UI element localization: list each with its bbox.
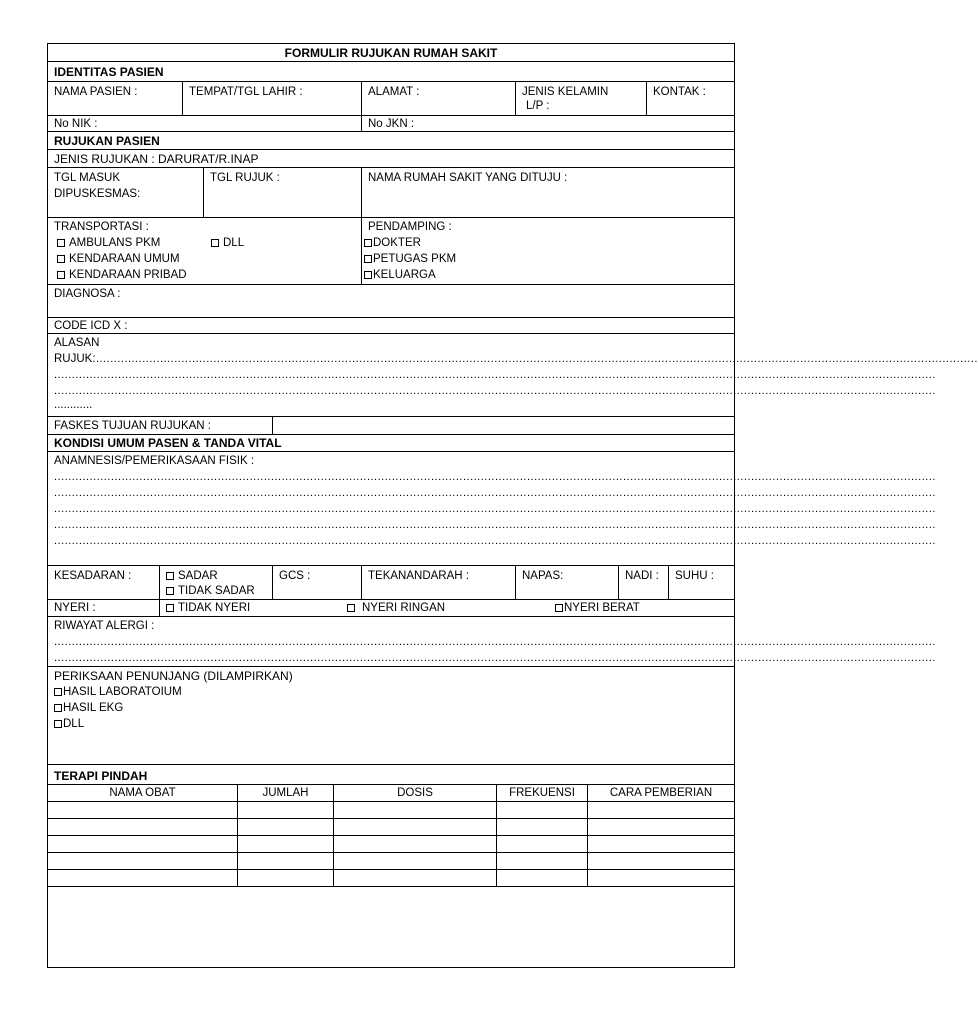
checkbox-icon[interactable] <box>364 255 372 263</box>
referral-form <box>47 43 978 968</box>
cell-kesadaran-opts <box>159 566 255 599</box>
label-suhu[interactable]: SUHU : <box>675 570 714 582</box>
option-tidak-nyeri[interactable] <box>166 601 250 615</box>
alergi-row <box>48 617 936 667</box>
vitals-row <box>48 566 734 600</box>
section-kondisi <box>48 435 734 452</box>
label-tekanan-darah[interactable]: TEKANANDARAH : <box>368 570 469 582</box>
table-cell[interactable] <box>333 819 334 835</box>
col-header-cell <box>496 785 587 801</box>
icd-row <box>48 318 734 334</box>
table-row[interactable] <box>48 819 734 836</box>
label-rs-tujuan[interactable]: NAMA RUMAH SAKIT YANG DITUJU : <box>368 172 568 184</box>
col-header-cell <box>48 785 237 801</box>
table-cell[interactable] <box>496 836 497 852</box>
label-anamnesis: ANAMNESIS/PEMERIKASAAN FISIK : <box>54 455 255 467</box>
label-alamat[interactable]: ALAMAT : <box>368 86 420 98</box>
section-heading-rujukan: RUJUKAN PASIEN <box>54 134 160 148</box>
table-cell[interactable] <box>237 870 238 886</box>
option-transport-dll[interactable] <box>211 236 244 250</box>
label-nadi[interactable]: NADI : <box>625 570 659 582</box>
checkbox-icon[interactable] <box>166 572 174 580</box>
dotted-line[interactable]: ........................................................................................................................................................................................................................................................ <box>54 519 936 531</box>
cell-tgl-rujuk <box>203 168 280 217</box>
checkbox-icon[interactable] <box>347 604 355 612</box>
col-header-nama-obat: NAMA OBAT <box>109 787 176 799</box>
checkbox-icon[interactable] <box>555 604 563 612</box>
label-gcs[interactable]: GCS : <box>279 570 311 582</box>
label-rujuk: RUJUK: <box>54 353 96 365</box>
table-cell[interactable] <box>496 819 497 835</box>
label-kesadaran: KESADARAN : <box>54 570 132 582</box>
cell-nyeri-opts <box>159 600 640 616</box>
cell-kontak <box>646 82 706 115</box>
option-nyeri-berat[interactable] <box>555 601 640 615</box>
table-cell[interactable] <box>587 819 588 835</box>
option-ambulans-pkm[interactable] <box>57 236 160 250</box>
checkbox-icon[interactable] <box>54 704 62 712</box>
dotted-line[interactable]: ........................................................................................................................................................................................................................................................ <box>54 471 936 483</box>
option-kendaraan-umum[interactable] <box>57 252 180 266</box>
label-tgl-rujuk[interactable]: TGL RUJUK : <box>210 172 280 184</box>
table-row[interactable] <box>48 870 734 887</box>
option-nyeri-ringan[interactable] <box>347 601 445 615</box>
section-heading-terapi: TERAPI PINDAH <box>54 769 148 783</box>
alasan-row <box>48 334 978 417</box>
checkbox-icon[interactable] <box>166 587 174 595</box>
dotted-line[interactable]: ........................................................................................................................................................................................................................................................ <box>54 535 936 547</box>
table-cell[interactable] <box>496 802 497 818</box>
label-alasan: ALASAN <box>54 337 100 349</box>
nik-jkn-row <box>48 116 734 132</box>
label-napas[interactable]: NAPAS: <box>522 570 564 582</box>
option-label: DLL <box>63 718 85 730</box>
checkbox-icon[interactable] <box>57 271 65 279</box>
label-kontak[interactable]: KONTAK : <box>653 86 706 98</box>
anamnesis-row <box>48 452 936 566</box>
table-cell[interactable] <box>496 870 497 886</box>
option-label: HASIL EKG <box>63 702 124 714</box>
penunjang-row <box>48 667 734 765</box>
option-penunjang-dll[interactable] <box>54 717 84 731</box>
table-cell[interactable] <box>237 802 238 818</box>
label-nik[interactable]: No NIK : <box>54 118 98 130</box>
label-penunjang: PERIKSAAN PENUNJANG (DILAMPIRKAN) <box>54 669 293 683</box>
cell-pendamping <box>361 218 457 284</box>
checkbox-icon[interactable] <box>211 239 219 247</box>
cell-jkn <box>361 116 415 131</box>
option-label: TIDAK NYERI <box>178 602 251 614</box>
checkbox-icon[interactable] <box>364 239 372 247</box>
dotted-line[interactable]: ........................................................................................................................................................................................................................................................ <box>54 385 936 397</box>
col-header-cara-pemberian: CARA PEMBERIAN <box>609 787 713 799</box>
table-cell[interactable] <box>333 853 334 869</box>
col-header-cell <box>587 785 734 801</box>
label-nama-pasien[interactable]: NAMA PASIEN : <box>54 86 138 98</box>
transport-row <box>48 218 734 285</box>
label-dipuskesmas: DIPUSKESMAS: <box>54 188 141 200</box>
cell-napas <box>515 566 564 599</box>
label-transportasi: TRANSPORTASI : <box>54 221 149 233</box>
col-header-jumlah: JUMLAH <box>262 787 309 799</box>
option-label: DLL <box>223 237 245 249</box>
option-label: NYERI RINGAN <box>362 602 446 614</box>
section-heading-identitas: IDENTITAS PASIEN <box>54 65 164 79</box>
table-cell[interactable] <box>587 836 588 852</box>
cell-alamat <box>361 82 420 115</box>
section-rujukan <box>48 132 734 150</box>
option-sadar[interactable] <box>166 569 218 583</box>
option-dokter[interactable] <box>364 236 421 250</box>
form-title-row <box>48 44 734 62</box>
option-label: PETUGAS PKM <box>373 253 457 265</box>
patient-identity-row <box>48 82 734 116</box>
label-alergi: RIWAYAT ALERGI : <box>54 620 155 632</box>
checkbox-icon[interactable] <box>54 688 62 696</box>
table-row[interactable] <box>48 836 734 853</box>
option-label: AMBULANS PKM <box>69 237 161 249</box>
checkbox-icon[interactable] <box>54 720 62 728</box>
label-jenis-kelamin[interactable]: JENIS KELAMIN <box>522 86 609 98</box>
label-icd[interactable]: CODE ICD X : <box>54 320 128 332</box>
faskes-input[interactable] <box>272 417 273 434</box>
col-header-cell <box>333 785 496 801</box>
checkbox-icon[interactable] <box>364 271 372 279</box>
label-nyeri: NYERI : <box>54 602 96 614</box>
jenis-rujukan-row <box>48 150 734 168</box>
tgl-row <box>48 168 734 218</box>
cell-rs-tujuan <box>361 168 568 217</box>
option-label: KENDARAAN UMUM <box>69 253 180 265</box>
nyeri-row <box>48 600 734 617</box>
faskes-row <box>48 417 734 435</box>
table-cell[interactable] <box>587 802 588 818</box>
option-tidak-sadar[interactable] <box>166 584 255 598</box>
table-cell[interactable] <box>333 870 334 886</box>
option-kendaraan-pribadi[interactable] <box>57 268 187 282</box>
option-label: NYERI BERAT <box>564 602 640 614</box>
table-row[interactable] <box>48 802 734 819</box>
cell-nadi <box>618 566 659 599</box>
table-cell[interactable] <box>333 836 334 852</box>
label-tempat-tgl-lahir[interactable]: TEMPAT/TGL LAHIR : <box>189 86 303 98</box>
option-label: SADAR <box>178 570 218 582</box>
table-cell[interactable] <box>587 853 588 869</box>
dotted-line[interactable]: ........................................................................................................................................................................................................................................................ <box>54 369 936 381</box>
dotted-line[interactable]: ........................................................................................................................................................................................................................................................ <box>54 636 936 648</box>
label-tgl-masuk[interactable]: TGL MASUK <box>54 172 121 184</box>
table-cell[interactable] <box>237 836 238 852</box>
label-jkn[interactable]: No JKN : <box>368 118 415 130</box>
form-title: FORMULIR RUJUKAN RUMAH SAKIT <box>284 46 498 60</box>
label-faskes: FASKES TUJUAN RUJUKAN : <box>54 420 211 432</box>
checkbox-icon[interactable] <box>166 604 174 612</box>
option-label: HASIL LABORATOIUM <box>63 686 182 698</box>
option-hasil-lab[interactable] <box>54 685 182 699</box>
dotted-line-short[interactable]: ............ <box>54 399 93 411</box>
cell-jenis-kelamin <box>515 82 609 115</box>
dotted-line[interactable]: ........................................................................................................................................................................................................................................................ <box>54 503 936 515</box>
option-keluarga[interactable] <box>364 268 436 282</box>
dotted-line[interactable]: ........................................................................................................................................................................................................................................................ <box>54 652 936 664</box>
table-row[interactable] <box>48 853 734 870</box>
cell-tekanan-darah <box>361 566 469 599</box>
diagnosa-row <box>48 285 734 318</box>
option-label: KENDARAAN PRIBAD <box>69 269 187 281</box>
cell-ttl <box>182 82 303 115</box>
section-terapi <box>48 765 734 785</box>
terapi-table-header <box>48 785 734 802</box>
label-diagnosa[interactable]: DIAGNOSA : <box>54 288 121 300</box>
option-hasil-ekg[interactable] <box>54 701 123 715</box>
section-identitas <box>48 62 734 82</box>
cell-gcs <box>272 566 311 599</box>
col-header-frekuensi: FREKUENSI <box>509 787 575 799</box>
label-jenis-rujukan[interactable]: JENIS RUJUKAN : DARURAT/R.INAP <box>54 152 259 166</box>
table-cell[interactable] <box>496 853 497 869</box>
label-pendamping: PENDAMPING : <box>368 221 452 233</box>
label-lp: L/P : <box>526 100 550 112</box>
option-label: TIDAK SADAR <box>178 585 255 597</box>
option-petugas-pkm[interactable] <box>364 252 456 266</box>
table-cell[interactable] <box>237 819 238 835</box>
blank-notes-area[interactable] <box>48 887 734 967</box>
section-heading-kondisi: KONDISI UMUM PASEN & TANDA VITAL <box>54 436 282 450</box>
col-header-dosis: DOSIS <box>397 787 433 799</box>
checkbox-icon[interactable] <box>57 239 65 247</box>
option-label: DOKTER <box>373 237 421 249</box>
table-cell[interactable] <box>237 853 238 869</box>
option-label: KELUARGA <box>373 269 436 281</box>
table-cell[interactable] <box>333 802 334 818</box>
col-header-cell <box>237 785 333 801</box>
dotted-line[interactable]: ........................................................................................................................................................................................................................................................ <box>54 487 936 499</box>
checkbox-icon[interactable] <box>57 255 65 263</box>
cell-suhu <box>668 566 714 599</box>
table-cell[interactable] <box>587 870 588 886</box>
dotted-line[interactable]: ........................................................................................................................................................................................................................................................ <box>96 353 978 365</box>
